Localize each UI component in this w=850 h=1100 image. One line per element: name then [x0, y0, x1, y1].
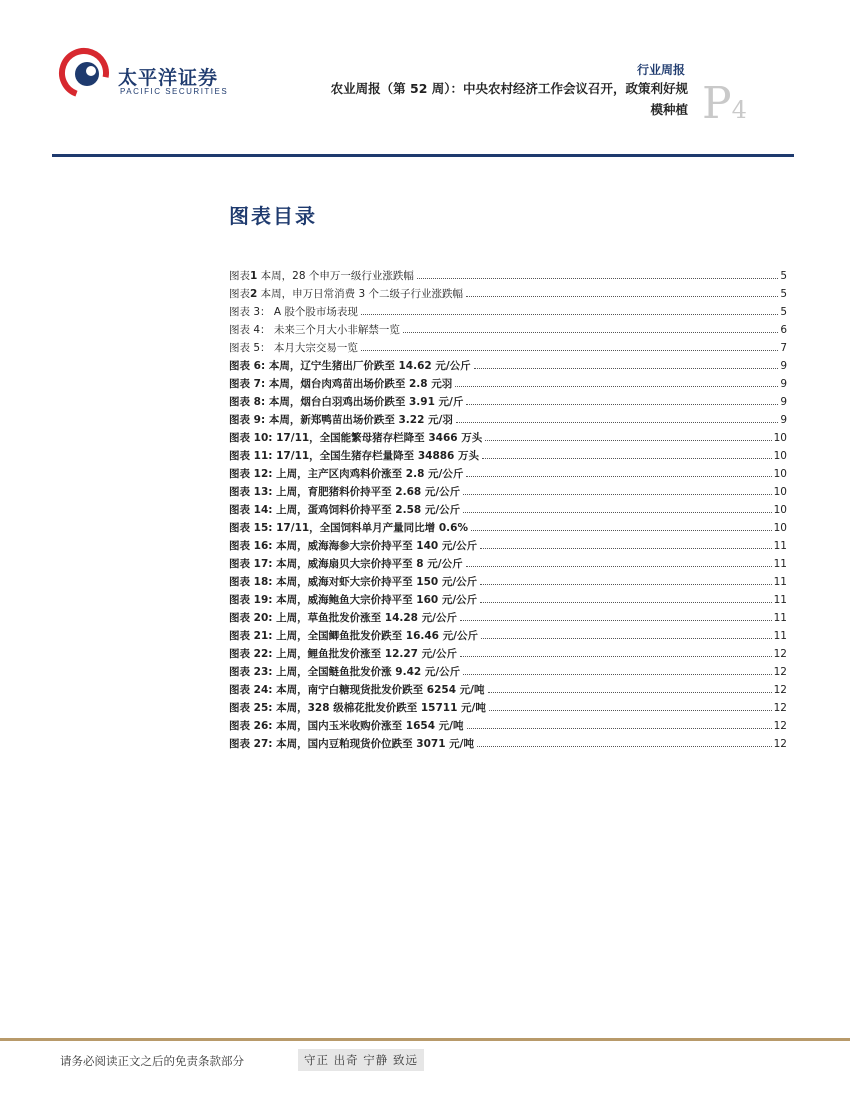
toc-entry[interactable] — [229, 520, 787, 538]
toc-entry-page: 9 — [780, 360, 787, 372]
page-letter: P — [702, 78, 732, 129]
toc-dot-leader — [466, 296, 778, 297]
toc-entry-text: 上周，草鱼批发价涨至 14.28 元/公斤 — [272, 612, 457, 624]
logo-english-name: PACIFIC SECURITIES — [120, 87, 229, 96]
toc-entry-title — [229, 358, 471, 373]
toc-entry[interactable] — [229, 682, 787, 700]
toc-entry-text: 本周，国内豆粕现货价位跌至 3071 元/吨 — [272, 738, 474, 750]
toc-entry-page: 12 — [773, 720, 787, 732]
toc-entry-title — [229, 376, 452, 391]
toc-dot-leader — [463, 494, 771, 495]
toc-entry-page: 5 — [780, 288, 787, 300]
toc-entry-page: 9 — [780, 396, 787, 408]
toc-entry-title — [229, 412, 453, 427]
toc-entry-prefix: 图表 8: — [229, 396, 266, 408]
toc-entry-prefix: 图表 7: — [229, 378, 266, 390]
toc-entry[interactable] — [229, 322, 787, 340]
report-title-line1: 农业周报（第 52 周）：中央农村经济工作会议召开，政策利好规 — [330, 81, 688, 96]
toc-entry-text: 本周，申万日常消费 3 个二级子行业涨跌幅 — [257, 288, 464, 300]
report-title-line2: 模种植 — [650, 102, 688, 117]
toc-entry[interactable] — [229, 394, 787, 412]
toc-entry-title — [229, 628, 478, 643]
toc-entry-prefix: 图表 25: — [229, 702, 273, 714]
toc-entry-page: 11 — [773, 540, 787, 552]
toc-entry[interactable] — [229, 376, 787, 394]
toc-entry-page: 10 — [773, 450, 787, 462]
toc-list — [229, 268, 787, 754]
toc-entry-text: 本周，烟台肉鸡苗出场价跌至 2.8 元羽 — [265, 378, 453, 390]
toc-entry[interactable] — [229, 268, 787, 286]
toc-entry-prefix: 图表 18: — [229, 576, 273, 588]
toc-entry[interactable] — [229, 736, 787, 754]
toc-entry-title — [229, 520, 468, 535]
toc-dot-leader — [480, 584, 771, 585]
toc-entry[interactable] — [229, 502, 787, 520]
toc-entry-text: 未来三个月大小非解禁一览 — [270, 324, 400, 336]
toc-entry-page: 11 — [773, 612, 787, 624]
toc-entry-page: 10 — [773, 468, 787, 480]
toc-entry-page: 11 — [773, 576, 787, 588]
toc-entry-number: 1 — [250, 270, 258, 282]
toc-entry-prefix: 图表 — [229, 270, 250, 282]
toc-entry-prefix: 图表 24: — [229, 684, 273, 696]
toc-entry-page: 7 — [780, 342, 787, 354]
toc-dot-leader — [403, 332, 778, 333]
toc-entry-text: 17/11，全国能繁母猪存栏降至 3466 万头 — [272, 432, 483, 444]
toc-dot-leader — [485, 440, 771, 441]
toc-entry-title — [229, 304, 358, 319]
toc-entry-prefix: 图表 3： — [229, 306, 271, 318]
toc-entry-title — [229, 556, 463, 571]
company-logo — [58, 45, 238, 105]
toc-entry-page: 11 — [773, 594, 787, 606]
toc-entry-page: 10 — [773, 432, 787, 444]
toc-entry-page: 11 — [773, 630, 787, 642]
toc-entry-prefix: 图表 6: — [229, 360, 266, 372]
toc-entry-title — [229, 268, 414, 283]
toc-entry-text: 本周，威海海参大宗价持平至 140 元/公斤 — [272, 540, 478, 552]
toc-entry[interactable] — [229, 610, 787, 628]
toc-entry[interactable] — [229, 304, 787, 322]
toc-entry-page: 5 — [780, 270, 787, 282]
toc-dot-leader — [481, 638, 772, 639]
toc-entry-title — [229, 700, 486, 715]
toc-entry-text: 本周，28 个申万一级行业涨跌幅 — [257, 270, 414, 282]
toc-entry-prefix: 图表 27: — [229, 738, 273, 750]
toc-entry-prefix: 图表 13: — [229, 486, 273, 498]
toc-entry[interactable] — [229, 340, 787, 358]
toc-entry-text: 上周，鲤鱼批发价涨至 12.27 元/公斤 — [272, 648, 457, 660]
toc-dot-leader — [466, 566, 772, 567]
toc-entry-text: 本周，328 级棉花批发价跌至 15711 元/吨 — [272, 702, 486, 714]
toc-entry-page: 12 — [773, 738, 787, 750]
toc-dot-leader — [455, 386, 778, 387]
toc-dot-leader — [463, 674, 771, 675]
toc-entry[interactable] — [229, 484, 787, 502]
toc-entry-text: 上周，蛋鸡饲料价持平至 2.58 元/公斤 — [272, 504, 461, 516]
toc-entry[interactable] — [229, 466, 787, 484]
toc-dot-leader — [460, 620, 772, 621]
report-title — [270, 78, 688, 120]
toc-entry-prefix: 图表 14: — [229, 504, 273, 516]
toc-entry-title — [229, 394, 463, 409]
toc-entry[interactable] — [229, 646, 787, 664]
logo-emblem-icon — [58, 45, 114, 101]
toc-entry-prefix: 图表 19: — [229, 594, 273, 606]
toc-entry-title — [229, 322, 400, 337]
toc-heading: 图表目录 — [229, 204, 317, 228]
toc-entry-page: 12 — [773, 666, 787, 678]
toc-entry-text: 上周，全国鲫鱼批发价跌至 16.46 元/公斤 — [272, 630, 478, 642]
toc-entry[interactable] — [229, 664, 787, 682]
toc-entry-prefix: 图表 26: — [229, 720, 273, 732]
toc-entry[interactable] — [229, 628, 787, 646]
toc-entry-prefix: 图表 5： — [229, 342, 271, 354]
toc-entry-prefix: 图表 11: — [229, 450, 273, 462]
toc-dot-leader — [488, 692, 772, 693]
toc-entry-text: 本周，威海鲍鱼大宗价持平至 160 元/公斤 — [272, 594, 478, 606]
toc-entry[interactable] — [229, 592, 787, 610]
company-motto: 守正 出奇 宁静 致远 — [298, 1049, 424, 1071]
toc-entry-prefix: 图表 — [229, 288, 250, 300]
toc-dot-leader — [466, 404, 778, 405]
toc-entry[interactable] — [229, 556, 787, 574]
toc-dot-leader — [489, 710, 772, 711]
toc-dot-leader — [477, 746, 772, 747]
toc-entry-number: 2 — [250, 288, 258, 300]
toc-dot-leader — [466, 476, 771, 477]
toc-dot-leader — [463, 512, 771, 513]
toc-entry-prefix: 图表 21: — [229, 630, 273, 642]
toc-entry-title — [229, 538, 477, 553]
toc-entry-page: 10 — [773, 522, 787, 534]
toc-entry-title — [229, 682, 485, 697]
toc-entry-title — [229, 484, 460, 499]
toc-entry-title — [229, 610, 457, 625]
toc-entry-prefix: 图表 10: — [229, 432, 273, 444]
toc-entry-page: 5 — [780, 306, 787, 318]
toc-entry-title — [229, 448, 479, 463]
toc-entry-text: 本周，威海对虾大宗价持平至 150 元/公斤 — [272, 576, 478, 588]
toc-entry[interactable] — [229, 358, 787, 376]
toc-dot-leader — [480, 548, 771, 549]
toc-entry-prefix: 图表 15: — [229, 522, 273, 534]
toc-entry-page: 10 — [773, 486, 787, 498]
toc-entry-text: 上周，主产区肉鸡料价涨至 2.8 元/公斤 — [272, 468, 464, 480]
toc-entry-text: 本月大宗交易一览 — [270, 342, 358, 354]
toc-dot-leader — [460, 656, 772, 657]
toc-entry-title — [229, 718, 464, 733]
page-number — [702, 78, 747, 129]
toc-entry[interactable] — [229, 718, 787, 736]
toc-entry-title — [229, 286, 463, 301]
toc-entry[interactable] — [229, 286, 787, 304]
toc-entry-title — [229, 592, 477, 607]
toc-entry[interactable] — [229, 412, 787, 430]
toc-entry-text: 上周，全国鲢鱼批发价涨 9.42 元/公斤 — [272, 666, 461, 678]
toc-entry-page: 12 — [773, 648, 787, 660]
toc-entry-title — [229, 502, 460, 517]
toc-entry-page: 11 — [773, 558, 787, 570]
toc-dot-leader — [471, 530, 772, 531]
logo-chinese-name: 太平洋证券 — [118, 67, 219, 89]
toc-entry-page: 6 — [780, 324, 787, 336]
toc-entry-text: 上周，育肥猪料价持平至 2.68 元/公斤 — [272, 486, 461, 498]
toc-entry-text: 本周，烟台白羽鸡出场价跌至 3.91 元/斤 — [265, 396, 464, 408]
toc-dot-leader — [467, 728, 772, 729]
toc-entry-text: 17/11，全国饲料单月产量同比增 0.6% — [272, 522, 468, 534]
toc-entry-prefix: 图表 12: — [229, 468, 273, 480]
footer-divider — [0, 1038, 850, 1041]
toc-entry-text: 17/11，全国生猪存栏量降至 34886 万头 — [272, 450, 480, 462]
toc-entry-text: 本周，南宁白糖现货批发价跌至 6254 元/吨 — [272, 684, 485, 696]
toc-entry-prefix: 图表 23: — [229, 666, 273, 678]
toc-entry-page: 12 — [773, 702, 787, 714]
toc-dot-leader — [456, 422, 778, 423]
toc-entry[interactable] — [229, 430, 787, 448]
toc-entry-title — [229, 466, 463, 481]
toc-entry-text: 本周，威海扇贝大宗价持平至 8 元/公斤 — [272, 558, 463, 570]
toc-entry-prefix: 图表 9: — [229, 414, 266, 426]
toc-entry-title — [229, 430, 482, 445]
toc-entry-text: 本周，新郑鸭苗出场价跌至 3.22 元/羽 — [265, 414, 453, 426]
toc-entry-title — [229, 340, 358, 355]
toc-entry-prefix: 图表 4： — [229, 324, 271, 336]
toc-entry-prefix: 图表 20: — [229, 612, 273, 624]
toc-entry-title — [229, 664, 460, 679]
toc-dot-leader — [482, 458, 772, 459]
page-digit: 4 — [731, 96, 747, 124]
toc-entry-title — [229, 736, 474, 751]
toc-entry[interactable] — [229, 700, 787, 718]
toc-entry-page: 12 — [773, 684, 787, 696]
toc-entry-text: 本周，辽宁生猪出厂价跌至 14.62 元/公斤 — [265, 360, 471, 372]
header-divider — [52, 154, 794, 157]
toc-entry-prefix: 图表 16: — [229, 540, 273, 552]
document-type: 行业周报 — [636, 63, 685, 77]
toc-entry-text: A 股个股市场表现 — [270, 306, 358, 318]
toc-dot-leader — [417, 278, 778, 279]
toc-entry-page: 9 — [780, 378, 787, 390]
toc-entry-page: 10 — [773, 504, 787, 516]
toc-entry-page: 9 — [780, 414, 787, 426]
toc-entry-text: 本周，国内玉米收购价涨至 1654 元/吨 — [272, 720, 464, 732]
toc-entry-title — [229, 646, 457, 661]
toc-dot-leader — [361, 314, 778, 315]
toc-entry-prefix: 图表 17: — [229, 558, 273, 570]
toc-dot-leader — [361, 350, 778, 351]
toc-dot-leader — [474, 368, 779, 369]
toc-entry[interactable] — [229, 448, 787, 466]
toc-entry[interactable] — [229, 538, 787, 556]
toc-dot-leader — [480, 602, 771, 603]
disclaimer-note: 请务必阅读正文之后的免责条款部分 — [60, 1054, 244, 1068]
toc-entry-title — [229, 574, 477, 589]
toc-entry-prefix: 图表 22: — [229, 648, 273, 660]
toc-entry[interactable] — [229, 574, 787, 592]
